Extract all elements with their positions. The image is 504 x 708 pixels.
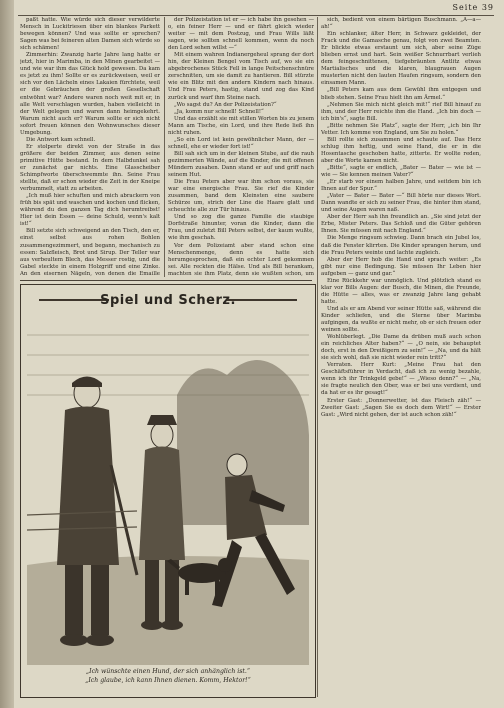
paragraph: „Ich muß hier schuften und mich abrackern von früh bis spät und waschen und kochen und flicken, während du den ganzen Tag dich herumtreibst! Hier ist dein Essen — deine Schuld, wenn's kalt ist!“ (20, 193, 160, 228)
paragraph: Mit einem wahren Indianergeheul sprang der dort hin, der Kleinen Bengel vom Tisch auf, wo sie ein abgebrochenes Stück Fell in lange Peitschenschnüre zerschnitten, um sie damit zu hantieren. Bill stürzte wie ein Blitz mit den andern Kindern nach hinaus. Und Frau Peters, hastig, stand und zog das Kind zurück und warf ihm Steine nach. (168, 52, 314, 101)
paragraph: Zimmerhin: Zwanzig harte Jahre lang hatte er jetzt, hier in Marimba, in den Minen gearbeitet — und wie war ihm das Glück hold gewesen. Da kam es jetzt zu ihm! Sollte er es zurückweisen, weil er sich vor den Lächeln eines Lakaien fürchtete, weil er die Gebräuchen der großen Gesellschaft entwöhnt war? Andere waren noch weit mit er, in alle Welt verschlagen wurden, haben vielleicht in der Welt gelegen und waren dann heimgekehrt. Warum nicht auch er? Warum sollte er sich nicht sofort freuen können den Wohnwunsches dieser Umgebung. (20, 52, 160, 136)
page-edge-shadow (0, 0, 14, 708)
paragraph: Wohlüberlegt. „Die Dame da drüben muß auch schon ein reichliches Alter haben?“ — „O nein, sie behauptet doch, erst in den Dreißigern zu sein!“ — „Na, und da hält sie sich wohl, daß sie nicht wieder rein tritt?“ (321, 334, 481, 362)
paragraph: Erster Gast: „Donnerwetter, ist das Fleisch zäh!“ — Zweiter Gast: „Sagen Sie es doch dem Wirt!“ — Erster Gast: „Wird nicht gehen, der ist auch schon zäh!“ (321, 397, 481, 418)
paragraph: Die Antwort kam schnell. (26, 136, 96, 143)
paragraph: Bill rollte sich zusammen und schaute auf. Das Herz schlug ihm heftig, und seine Hand, die er in die Hosentasche geschoben hatte, zitterte. Er wollte reden, aber die Worte kamen nicht. (321, 136, 481, 164)
paragraph: „Nehmen Sie mich nicht gleich mit!“ rief Bill hinauf zu ihm, und der Herr reichte ihm die Hand. „Ich bin doch — ich bin's“, sagte Bill. (321, 101, 481, 122)
paragraph: „Ja, komm nur schnell! Schnell!“ (174, 108, 264, 115)
paragraph: paßt hatte. Wie würde sich dieser verwilderte Mensch in Luckitriesen über ein blankes Parkett bewegen können? Und was sollte er sprechen? Sagen was bei feineren alten Damen sich würde so sich schämen! (20, 17, 160, 52)
column-rule-2 (317, 17, 318, 697)
paragraph: „Wo sagst du? An der Polizeistation?“ (174, 101, 277, 108)
page-number: Seite 39 (452, 3, 494, 12)
paragraph: Und als er am Abend vor seiner Hütte saß, während die Kinder schliefen, und die Sterne über Marimba aufgingen, da wußte er nicht mehr, ob er sich freuen oder weinen sollte. (321, 305, 481, 334)
paragraph: Er stolperte direkt von der Straße in das größere der beiden Zimmer, aus denen seine primitive Hütte bestand. In dem Halbdunkel sah er zunächst gar nichts. Eine Glasscheiber Schimpfworte überschwemmte ihn. Seine Frau stellte, daß er schon wieder die Zeit in der Kneipe verbummelt, statt zu arbeiten. (20, 143, 160, 193)
paragraph: „Er starb vor einem halben Jahre, und seitdem bin ich Ihnen auf der Spur.“ (321, 179, 481, 193)
paragraph: „Bill Peters kam aus dem Gewühl ihm entgegen und blieb stehen. Seine Frau hielt ihn am Ärmel.“ (321, 87, 481, 101)
paragraph: Und das erzählt sie mit stillen Worten bis zu jenem Mann am Tische, ein Lord, und ihre Rede ließ ihn nicht ruhen. (168, 115, 314, 136)
paragraph: Verraten. Herr Kurt: „Meine Frau hat den Geschäftsführer in Verdacht, daß ich zu wenig bezahle, wenn ich ihr Trinkgeld gebe!“ — „Wieso denn?“ — „Na, sie fragte neulich den Ober, was er bei uns verdient, und da hat er es ihr gesagt!“ (321, 362, 481, 397)
paragraph: sich, bedient von einem bärtigen Buschmann. „A—a—ah!“ (321, 17, 481, 31)
spiel-und-scherz-section (20, 284, 316, 698)
paragraph: Die Frau Peters aber war ihm schon voraus, sie war eine energische Frau. Sie rief die Kinder zusammen, band dem Kleinsten eine saubere Schürze um, strich der Line die Haare glatt und scheuchte alle zur Tür hinaus. (168, 179, 314, 214)
paragraph: Eine Rückkehr war unmöglich. Und plötzlich stand es klar vor Bills Augen: der Busch, die Minen, die Freunde, die Hütte — alles, was er zwanzig Jahre lang gehabt hatte. (321, 277, 481, 305)
text-column-2 (168, 17, 314, 277)
paragraph: „Vater — Bater — Bater —“ Bill hörte nur dieses Wort. Dann wandte er sich zu seiner Frau, die hinter ihm stand, und seine Augen waren naß. (321, 193, 481, 214)
paragraph: Und so zog die ganze Familie die staubige Dorfstraße hinunter, voran die Kinder, dann die Frau, und zuletzt Bill Peters selbst, der kaum wußte, wie ihm geschah. (168, 214, 314, 242)
paragraph: Vor dem Polizeiamt aber stand schon eine Menschenmenge, denn es hatte sich herumgesprochen, daß ein echter Lord gekommen sei. Alle reckten die Hälse. Und als Bill herankam, machten sie ihm Platz, denn sie wußten schon, um (168, 242, 314, 277)
section-separator (20, 280, 312, 281)
paragraph: Die Menge ringsum schwieg. Dann brach ein Jubel los, daß die Fenster klirrten. Die Kinder sprangen herum, und die Frau Peters weinte und lachte zugleich. (321, 235, 481, 256)
paragraph: der Polizeistation ist er — ich habe ihn gesehen — o, ein feiner Herr — und er fährt gleich wieder weiter — mit dem Postzug, und Frau Wills läßt sagen, wie sollten schnell kommen, wenn du noch den Lord sehen willst —“ (168, 17, 314, 52)
header-rule (18, 15, 494, 16)
title-ornament-right (227, 299, 297, 301)
paragraph: Aber der Herr sah ihn freundlich an. „Sie sind jetzt der Erbe, Mister Peters. Das Schloß und die Güter gehören Ihnen. Sie müssen mit nach England.“ (321, 214, 481, 235)
paragraph: „So ein Lord ist kein gewöhnlicher Mann, der — schnell, ehe er wieder fort ist!“ (168, 136, 314, 150)
cartoon-caption (29, 667, 307, 685)
paragraph: Bill setzte sich schweigend an den Tisch, den er, einst selbst aus rohen Bohlen zusammengezimmert, und begann, mechanisch zu essen: Salzfleisch, Brot und Sirup. Der Teller war aus verbeultem Blech, das Messer rostig, und die Gabel steckte in einem Holzgriff und eine Zinke. An den eisernen Nägeln, von denen die Emaille (20, 228, 160, 277)
section-title: Spiel und Scherz. (100, 293, 236, 308)
text-column-1 (20, 17, 160, 277)
cartoon-illustration (27, 315, 309, 665)
paragraph: Aber der Herr hob die Hand und sprach weiter: „Es gibt nur eine Bedingung. Sie müssen Ihr Leben hier aufgeben — ganz und gar.“ (321, 256, 481, 277)
paragraph: Bill sah sich um in der kleinen Stube, auf die rauh gezimmerten Wände, auf die Kinder, die mit offenen Mündern zusahen. Dann stand er auf und griff nach seinem Hut. (168, 150, 314, 179)
caption-line-1: „Ich wünschte einen Hund, der sich anhänglich ist.“ (85, 668, 251, 675)
paragraph: „Bitte nehmen Sie Platz“, sagte der Herr, „ich bin Ihr Vetter. Ich komme von England, um Sie zu holen.“ (321, 122, 481, 136)
column-rule-1 (164, 17, 165, 277)
paragraph: Ein schlanker, älter Herr, in Schwarz gekleidet, der Frack und die Gamasche genau, folgt von zwei Beamten. Er blickte etwas erstaunt um sich, aber seine Züge blieben ernst und hart. Sein weißer Schnurrbart verlieh dem feingeschnittenen, tiefgebräunten Antlitz etwas Martialisches und die klaren, blaugrauen Augen musterten nicht den lauten Haufen ringsum, sondern den einsamen Mann. (321, 31, 481, 87)
paragraph: „Bitte“, sagte er endlich, „Bater — Bater — wie ist — wie — Sie kennen meinen Vater?“ (321, 164, 481, 179)
caption-line-2: „Ich glaube, ich kann Ihnen dienen. Komm, Hektor!“ (85, 677, 251, 684)
text-column-3 (321, 17, 481, 697)
